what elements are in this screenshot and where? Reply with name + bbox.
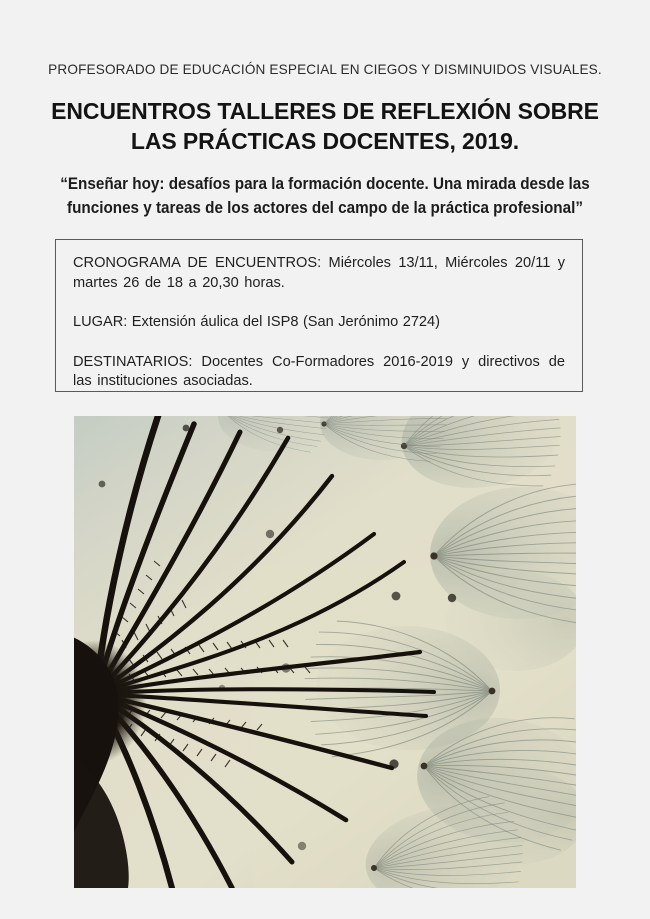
dandelion-illustration [74,416,576,888]
details-box [55,239,583,392]
page-title-line-2: LAS PRÁCTICAS DOCENTES, 2019. [130,128,520,154]
audience-paragraph: DESTINATARIOS: Docentes Co-Formadores 2016-2019 y directivos de las instituciones asociadas. [73,353,565,389]
page-title-line-1: ENCUENTROS TALLERES DE REFLEXIÓN SOBRE [51,98,599,124]
event-subtitle-quote [55,172,594,220]
venue-paragraph: LUGAR: Extensión áulica del ISP8 (San Jerónimo 2724) [73,314,441,330]
quote-line-1: “Enseñar hoy: desafíos para la formación docente. Una mirada desde las [60,175,590,193]
institution-line: PROFESORADO DE EDUCACIÓN ESPECIAL EN CIEGOS Y DISMINUIDOS VISUALES. [48,62,602,77]
dandelion-photograph [74,416,576,888]
page-title [25,96,625,156]
quote-line-2: funciones y tareas de los actores del campo de la práctica profesional” [67,199,583,217]
schedule-paragraph: CRONOGRAMA DE ENCUENTROS: Miércoles 13/11, Miércoles 20/11 y martes 26 de 18 a 20,30 horas. [73,255,565,291]
